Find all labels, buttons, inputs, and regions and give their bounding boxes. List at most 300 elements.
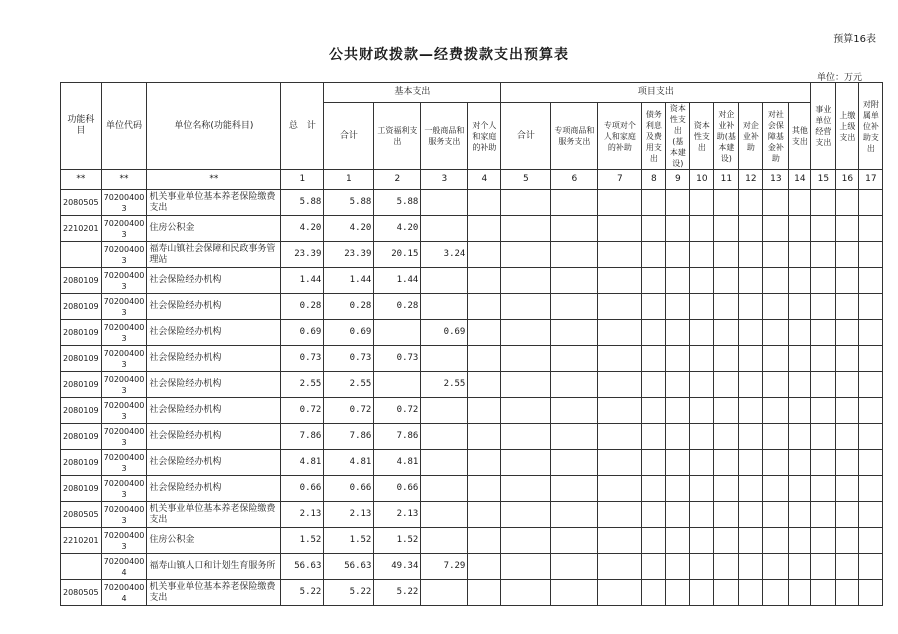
header-project-sub: 对企业补助(基本建设) bbox=[714, 103, 739, 170]
empty-cell bbox=[501, 580, 551, 606]
unit-name-cell: 社会保险经办机构 bbox=[147, 372, 281, 398]
goods-cell bbox=[421, 580, 468, 606]
empty-cell bbox=[811, 242, 836, 268]
wage-cell bbox=[374, 372, 421, 398]
func-code-cell: 2080109 bbox=[61, 476, 102, 502]
unit-code-cell: 70200400 3 bbox=[101, 424, 147, 450]
header-basic-sub: 合计 bbox=[324, 103, 374, 170]
wage-cell: 4.81 bbox=[374, 450, 421, 476]
individual-cell bbox=[468, 216, 501, 242]
empty-cell bbox=[598, 320, 642, 346]
empty-cell bbox=[598, 190, 642, 216]
table-row bbox=[61, 190, 883, 216]
empty-cell bbox=[811, 216, 836, 242]
empty-cell bbox=[859, 372, 883, 398]
empty-cell bbox=[739, 528, 763, 554]
index-cell: 5 bbox=[501, 170, 551, 190]
header-shangjiao: 上缴上级支出 bbox=[836, 83, 859, 170]
empty-cell bbox=[763, 398, 789, 424]
empty-cell bbox=[836, 554, 859, 580]
empty-cell bbox=[811, 554, 836, 580]
empty-cell bbox=[714, 554, 739, 580]
table-row bbox=[61, 424, 883, 450]
empty-cell bbox=[739, 580, 763, 606]
goods-cell bbox=[421, 424, 468, 450]
header-project-sub: 资本性支出 bbox=[690, 103, 714, 170]
total-cell: 4.81 bbox=[281, 450, 324, 476]
total-cell: 0.66 bbox=[281, 476, 324, 502]
func-code-cell: 2080505 bbox=[61, 502, 102, 528]
unit-name-cell: 社会保险经办机构 bbox=[147, 294, 281, 320]
wage-cell: 4.20 bbox=[374, 216, 421, 242]
empty-cell bbox=[763, 294, 789, 320]
total-cell: 5.88 bbox=[281, 190, 324, 216]
empty-cell bbox=[836, 450, 859, 476]
empty-cell bbox=[642, 190, 666, 216]
empty-cell bbox=[789, 580, 811, 606]
empty-cell bbox=[763, 424, 789, 450]
goods-cell bbox=[421, 528, 468, 554]
table-row bbox=[61, 554, 883, 580]
unit-name-cell: 社会保险经办机构 bbox=[147, 424, 281, 450]
empty-cell bbox=[642, 528, 666, 554]
empty-cell bbox=[501, 268, 551, 294]
empty-cell bbox=[690, 450, 714, 476]
goods-cell: 7.29 bbox=[421, 554, 468, 580]
header-shiye: 事业单位经营支出 bbox=[811, 83, 836, 170]
empty-cell bbox=[551, 268, 598, 294]
header-project-sub: 专项商品和服务支出 bbox=[551, 103, 598, 170]
empty-cell bbox=[690, 372, 714, 398]
table-row bbox=[61, 294, 883, 320]
unit-label: 单位：万元 bbox=[816, 73, 862, 83]
empty-cell bbox=[501, 190, 551, 216]
empty-cell bbox=[690, 190, 714, 216]
total-cell: 0.69 bbox=[281, 320, 324, 346]
table-row bbox=[61, 320, 883, 346]
func-code-cell: 2080109 bbox=[61, 346, 102, 372]
empty-cell bbox=[763, 372, 789, 398]
individual-cell bbox=[468, 242, 501, 268]
empty-cell bbox=[642, 346, 666, 372]
empty-cell bbox=[859, 528, 883, 554]
individual-cell bbox=[468, 190, 501, 216]
empty-cell bbox=[763, 554, 789, 580]
empty-cell bbox=[859, 320, 883, 346]
empty-cell bbox=[789, 242, 811, 268]
unit-code-cell: 70200400 3 bbox=[101, 528, 147, 554]
empty-cell bbox=[690, 424, 714, 450]
empty-cell bbox=[551, 372, 598, 398]
unit-code-cell: 70200400 3 bbox=[101, 242, 147, 268]
empty-cell bbox=[551, 242, 598, 268]
empty-cell bbox=[598, 242, 642, 268]
func-code-cell: 2080109 bbox=[61, 424, 102, 450]
index-cell: 17 bbox=[859, 170, 883, 190]
empty-cell bbox=[690, 268, 714, 294]
goods-cell: 3.24 bbox=[421, 242, 468, 268]
empty-cell bbox=[836, 216, 859, 242]
empty-cell bbox=[551, 424, 598, 450]
goods-cell bbox=[421, 502, 468, 528]
empty-cell bbox=[598, 424, 642, 450]
empty-cell bbox=[598, 268, 642, 294]
empty-cell bbox=[739, 268, 763, 294]
empty-cell bbox=[551, 528, 598, 554]
unit-name-cell: 福寿山镇社会保障和民政事务管理站 bbox=[147, 242, 281, 268]
empty-cell bbox=[739, 450, 763, 476]
basic-total-cell: 4.81 bbox=[324, 450, 374, 476]
unit-name-cell: 机关事业单位基本养老保险缴费支出 bbox=[147, 502, 281, 528]
empty-cell bbox=[551, 450, 598, 476]
table-row bbox=[61, 528, 883, 554]
table-row bbox=[61, 372, 883, 398]
empty-cell bbox=[811, 424, 836, 450]
index-cell: ** bbox=[61, 170, 102, 190]
empty-cell bbox=[598, 450, 642, 476]
index-cell: 11 bbox=[714, 170, 739, 190]
empty-cell bbox=[763, 190, 789, 216]
index-cell: 1 bbox=[324, 170, 374, 190]
wage-cell: 49.34 bbox=[374, 554, 421, 580]
goods-cell bbox=[421, 476, 468, 502]
func-code-cell bbox=[61, 242, 102, 268]
empty-cell bbox=[642, 424, 666, 450]
table-row bbox=[61, 346, 883, 372]
unit-name-cell: 住房公积金 bbox=[147, 216, 281, 242]
individual-cell bbox=[468, 294, 501, 320]
empty-cell bbox=[642, 476, 666, 502]
wage-cell: 5.88 bbox=[374, 190, 421, 216]
total-cell: 1.44 bbox=[281, 268, 324, 294]
total-cell: 4.20 bbox=[281, 216, 324, 242]
header-project-sub: 专项对个人和家庭的补助 bbox=[598, 103, 642, 170]
goods-cell bbox=[421, 268, 468, 294]
empty-cell bbox=[598, 528, 642, 554]
unit-code-cell: 70200400 3 bbox=[101, 346, 147, 372]
empty-cell bbox=[714, 424, 739, 450]
empty-cell bbox=[551, 190, 598, 216]
empty-cell bbox=[501, 320, 551, 346]
empty-cell bbox=[642, 554, 666, 580]
empty-cell bbox=[690, 320, 714, 346]
empty-cell bbox=[789, 216, 811, 242]
empty-cell bbox=[836, 580, 859, 606]
empty-cell bbox=[763, 450, 789, 476]
basic-total-cell: 2.55 bbox=[324, 372, 374, 398]
empty-cell bbox=[836, 346, 859, 372]
func-code-cell: 2080109 bbox=[61, 294, 102, 320]
empty-cell bbox=[811, 294, 836, 320]
wage-cell bbox=[374, 320, 421, 346]
goods-cell: 2.55 bbox=[421, 372, 468, 398]
empty-cell bbox=[666, 190, 690, 216]
empty-cell bbox=[642, 580, 666, 606]
empty-cell bbox=[598, 554, 642, 580]
empty-cell bbox=[836, 502, 859, 528]
individual-cell bbox=[468, 450, 501, 476]
index-cell: 13 bbox=[763, 170, 789, 190]
empty-cell bbox=[690, 398, 714, 424]
index-cell: 4 bbox=[468, 170, 501, 190]
func-code-cell: 2080109 bbox=[61, 450, 102, 476]
empty-cell bbox=[763, 346, 789, 372]
empty-cell bbox=[836, 190, 859, 216]
empty-cell bbox=[551, 476, 598, 502]
unit-name-cell: 社会保险经办机构 bbox=[147, 450, 281, 476]
header-project: 项目支出 bbox=[501, 83, 811, 103]
empty-cell bbox=[739, 294, 763, 320]
unit-code-cell: 70200400 3 bbox=[101, 372, 147, 398]
empty-cell bbox=[501, 502, 551, 528]
unit-name-cell: 福寿山镇人口和计划生育服务所 bbox=[147, 554, 281, 580]
empty-cell bbox=[739, 476, 763, 502]
wage-cell: 0.28 bbox=[374, 294, 421, 320]
empty-cell bbox=[789, 476, 811, 502]
goods-cell bbox=[421, 450, 468, 476]
empty-cell bbox=[666, 216, 690, 242]
header-basic-sub: 一般商品和服务支出 bbox=[421, 103, 468, 170]
empty-cell bbox=[642, 242, 666, 268]
unit-code-cell: 70200400 4 bbox=[101, 554, 147, 580]
empty-cell bbox=[836, 268, 859, 294]
empty-cell bbox=[859, 502, 883, 528]
empty-cell bbox=[690, 580, 714, 606]
empty-cell bbox=[739, 320, 763, 346]
empty-cell bbox=[551, 554, 598, 580]
empty-cell bbox=[642, 372, 666, 398]
basic-total-cell: 5.22 bbox=[324, 580, 374, 606]
page-title: 公共财政拨款—经费拨款支出预算表 bbox=[329, 47, 569, 63]
header-duifushu: 对附属单位补助支出 bbox=[859, 83, 883, 170]
empty-cell bbox=[859, 554, 883, 580]
empty-cell bbox=[501, 294, 551, 320]
empty-cell bbox=[551, 502, 598, 528]
individual-cell bbox=[468, 398, 501, 424]
index-cell: 12 bbox=[739, 170, 763, 190]
header-basic-sub: 工资福利支出 bbox=[374, 103, 421, 170]
wage-cell: 0.72 bbox=[374, 398, 421, 424]
index-cell: ** bbox=[101, 170, 147, 190]
header-project-sub: 债务利息及费用支出 bbox=[642, 103, 666, 170]
header-func-code: 功能科目 bbox=[61, 83, 102, 170]
unit-code-cell: 70200400 3 bbox=[101, 476, 147, 502]
empty-cell bbox=[714, 372, 739, 398]
func-code-cell: 2080109 bbox=[61, 320, 102, 346]
header-project-sub: 对社会保障基金补助 bbox=[763, 103, 789, 170]
empty-cell bbox=[859, 398, 883, 424]
basic-total-cell: 0.28 bbox=[324, 294, 374, 320]
empty-cell bbox=[714, 190, 739, 216]
unit-name-cell: 住房公积金 bbox=[147, 528, 281, 554]
empty-cell bbox=[811, 346, 836, 372]
empty-cell bbox=[501, 476, 551, 502]
empty-cell bbox=[666, 294, 690, 320]
total-cell: 0.28 bbox=[281, 294, 324, 320]
empty-cell bbox=[501, 554, 551, 580]
empty-cell bbox=[739, 398, 763, 424]
empty-cell bbox=[789, 398, 811, 424]
index-row bbox=[61, 170, 883, 190]
empty-cell bbox=[789, 346, 811, 372]
unit-code-cell: 70200400 3 bbox=[101, 320, 147, 346]
empty-cell bbox=[763, 320, 789, 346]
wage-cell: 5.22 bbox=[374, 580, 421, 606]
empty-cell bbox=[789, 450, 811, 476]
empty-cell bbox=[666, 424, 690, 450]
goods-cell bbox=[421, 216, 468, 242]
empty-cell bbox=[836, 476, 859, 502]
empty-cell bbox=[859, 190, 883, 216]
empty-cell bbox=[811, 190, 836, 216]
index-cell: 15 bbox=[811, 170, 836, 190]
empty-cell bbox=[666, 450, 690, 476]
individual-cell bbox=[468, 476, 501, 502]
empty-cell bbox=[690, 242, 714, 268]
empty-cell bbox=[642, 268, 666, 294]
empty-cell bbox=[739, 346, 763, 372]
index-cell: ** bbox=[147, 170, 281, 190]
empty-cell bbox=[666, 528, 690, 554]
empty-cell bbox=[714, 580, 739, 606]
basic-total-cell: 5.88 bbox=[324, 190, 374, 216]
total-cell: 0.73 bbox=[281, 346, 324, 372]
empty-cell bbox=[666, 502, 690, 528]
empty-cell bbox=[763, 268, 789, 294]
empty-cell bbox=[690, 294, 714, 320]
basic-total-cell: 0.66 bbox=[324, 476, 374, 502]
empty-cell bbox=[551, 346, 598, 372]
total-cell: 1.52 bbox=[281, 528, 324, 554]
empty-cell bbox=[836, 424, 859, 450]
empty-cell bbox=[714, 398, 739, 424]
table-row bbox=[61, 216, 883, 242]
index-cell: 14 bbox=[789, 170, 811, 190]
empty-cell bbox=[763, 580, 789, 606]
empty-cell bbox=[811, 450, 836, 476]
total-cell: 2.55 bbox=[281, 372, 324, 398]
empty-cell bbox=[836, 372, 859, 398]
empty-cell bbox=[714, 242, 739, 268]
empty-cell bbox=[859, 268, 883, 294]
empty-cell bbox=[811, 476, 836, 502]
empty-cell bbox=[598, 580, 642, 606]
empty-cell bbox=[714, 268, 739, 294]
empty-cell bbox=[501, 372, 551, 398]
wage-cell: 0.73 bbox=[374, 346, 421, 372]
header-project-sub: 合计 bbox=[501, 103, 551, 170]
empty-cell bbox=[859, 346, 883, 372]
total-cell: 2.13 bbox=[281, 502, 324, 528]
empty-cell bbox=[666, 580, 690, 606]
individual-cell bbox=[468, 268, 501, 294]
empty-cell bbox=[714, 320, 739, 346]
empty-cell bbox=[789, 268, 811, 294]
unit-code-cell: 70200400 3 bbox=[101, 216, 147, 242]
empty-cell bbox=[501, 216, 551, 242]
empty-cell bbox=[811, 528, 836, 554]
empty-cell bbox=[811, 268, 836, 294]
unit-name-cell: 社会保险经办机构 bbox=[147, 346, 281, 372]
individual-cell bbox=[468, 346, 501, 372]
empty-cell bbox=[714, 476, 739, 502]
unit-code-cell: 70200400 4 bbox=[101, 580, 147, 606]
table-row bbox=[61, 242, 883, 268]
wage-cell: 2.13 bbox=[374, 502, 421, 528]
empty-cell bbox=[501, 450, 551, 476]
budget-table bbox=[60, 82, 883, 606]
index-cell: 7 bbox=[598, 170, 642, 190]
empty-cell bbox=[859, 424, 883, 450]
empty-cell bbox=[642, 320, 666, 346]
empty-cell bbox=[551, 398, 598, 424]
unit-name-cell: 社会保险经办机构 bbox=[147, 268, 281, 294]
total-cell: 56.63 bbox=[281, 554, 324, 580]
header-project-sub: 对企业补助 bbox=[739, 103, 763, 170]
empty-cell bbox=[666, 268, 690, 294]
empty-cell bbox=[836, 528, 859, 554]
basic-total-cell: 1.44 bbox=[324, 268, 374, 294]
goods-cell bbox=[421, 346, 468, 372]
empty-cell bbox=[763, 476, 789, 502]
index-cell: 1 bbox=[281, 170, 324, 190]
individual-cell bbox=[468, 424, 501, 450]
empty-cell bbox=[763, 502, 789, 528]
empty-cell bbox=[642, 216, 666, 242]
unit-name-cell: 社会保险经办机构 bbox=[147, 476, 281, 502]
basic-total-cell: 4.20 bbox=[324, 216, 374, 242]
empty-cell bbox=[811, 372, 836, 398]
individual-cell bbox=[468, 372, 501, 398]
func-code-cell: 2210201 bbox=[61, 528, 102, 554]
empty-cell bbox=[666, 476, 690, 502]
empty-cell bbox=[551, 580, 598, 606]
empty-cell bbox=[501, 424, 551, 450]
empty-cell bbox=[859, 580, 883, 606]
wage-cell: 1.44 bbox=[374, 268, 421, 294]
index-cell: 3 bbox=[421, 170, 468, 190]
empty-cell bbox=[859, 294, 883, 320]
empty-cell bbox=[836, 398, 859, 424]
table-row bbox=[61, 502, 883, 528]
table-row bbox=[61, 476, 883, 502]
header-unit-name: 单位名称(功能科目) bbox=[147, 83, 281, 170]
table-row bbox=[61, 450, 883, 476]
empty-cell bbox=[714, 528, 739, 554]
total-cell: 0.72 bbox=[281, 398, 324, 424]
empty-cell bbox=[714, 346, 739, 372]
empty-cell bbox=[739, 190, 763, 216]
empty-cell bbox=[836, 294, 859, 320]
goods-cell bbox=[421, 190, 468, 216]
empty-cell bbox=[666, 320, 690, 346]
empty-cell bbox=[859, 476, 883, 502]
total-cell: 23.39 bbox=[281, 242, 324, 268]
func-code-cell: 2080505 bbox=[61, 190, 102, 216]
header-total: 总 计 bbox=[281, 83, 324, 170]
unit-code-cell: 70200400 3 bbox=[101, 268, 147, 294]
empty-cell bbox=[739, 424, 763, 450]
wage-cell: 0.66 bbox=[374, 476, 421, 502]
func-code-cell: 2080505 bbox=[61, 580, 102, 606]
wage-cell: 1.52 bbox=[374, 528, 421, 554]
func-code-cell bbox=[61, 554, 102, 580]
empty-cell bbox=[642, 294, 666, 320]
header-unit-code: 单位代码 bbox=[101, 83, 147, 170]
empty-cell bbox=[714, 450, 739, 476]
index-cell: 6 bbox=[551, 170, 598, 190]
empty-cell bbox=[836, 242, 859, 268]
